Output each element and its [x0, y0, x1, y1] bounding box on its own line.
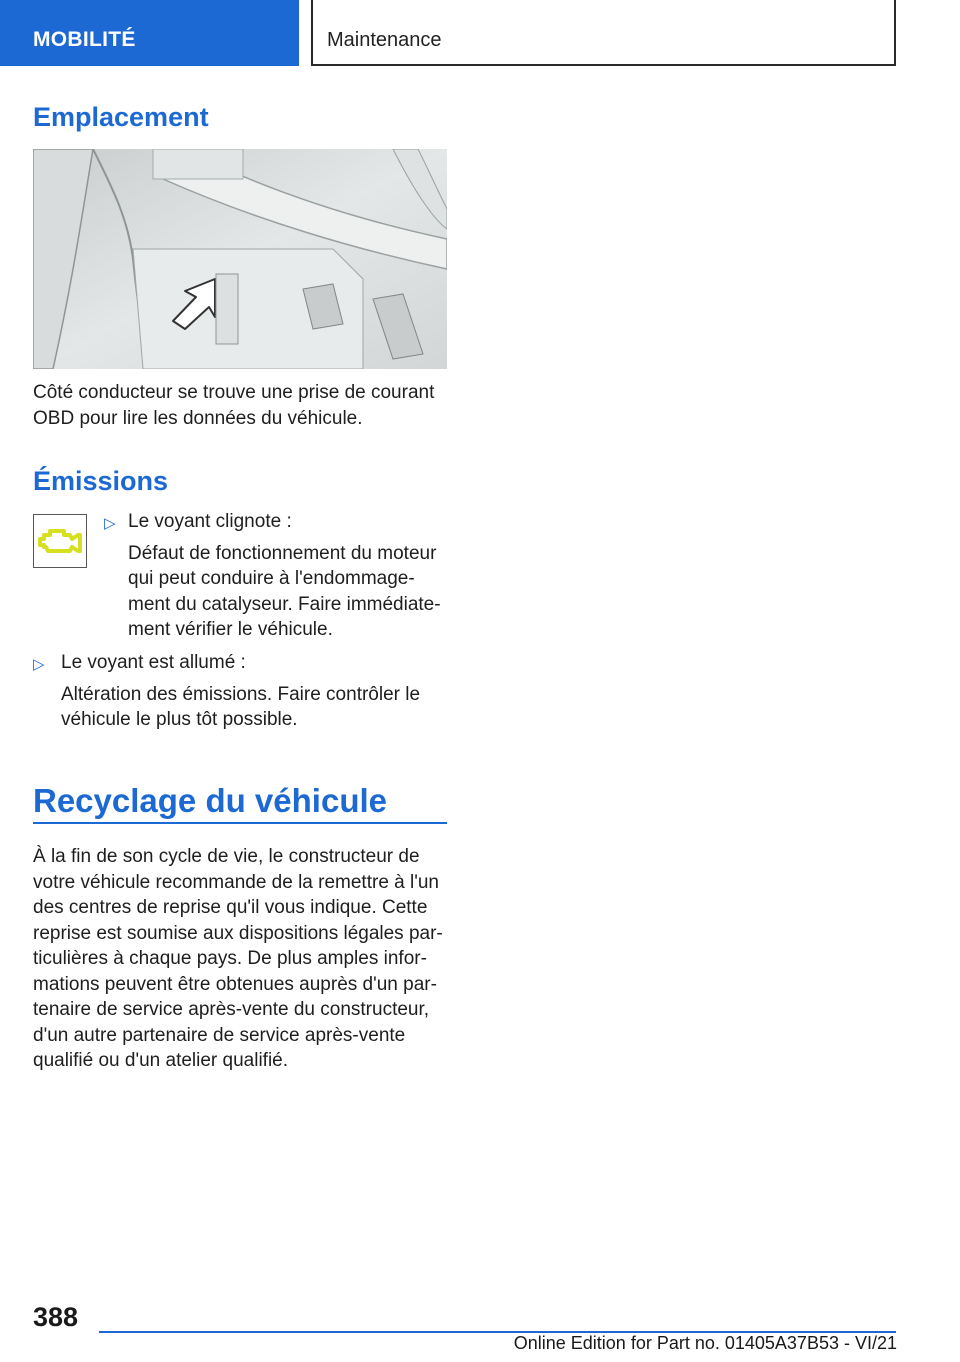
emissions-item-1-title: Le voyant clignote : [128, 511, 292, 532]
heading-recycling: Recyclage du véhicule [33, 782, 387, 819]
heading-rule [33, 822, 447, 824]
emissions-item-1 [128, 509, 441, 643]
bullet-icon: ▷ [33, 656, 45, 673]
heading-emissions: Émissions [33, 466, 169, 496]
location-caption: Côté conducteur se trouve une prise de courant OBD pour lire les données du véhicule. [33, 382, 435, 429]
obd-location-image [33, 149, 447, 369]
bullet-icon: ▷ [104, 515, 116, 532]
engine-check-warning-icon [33, 514, 87, 568]
chapter-tab: Maintenance [311, 0, 896, 66]
edition-note: Online Edition for Part no. 01405A37B53 - VI/21 [513, 1333, 897, 1353]
emissions-item-2-text: Altération des émissions. Faire contrôler le véhicule le plus tôt possible. [61, 683, 421, 730]
heading-location: Emplacement [33, 102, 209, 132]
recycling-paragraph: À la fin de son cycle de vie, le constructeur de votre véhicule recommande de la remettre à l'un des centres de reprise qu'il vous indique. Cette reprise est soumise aux dispositions légales par- ticulières à chaque pays. De plus amples infor- mations peuvent être obtenues auprès d'un par- tenaire de service après-vente du constructeur, d'un autre partenaire de service après-vente qualifié ou d'un atelier qualifié. [33, 846, 443, 1071]
section-tab: MOBILITÉ [0, 0, 299, 66]
emissions-item-2 [61, 650, 420, 733]
emissions-item-2-title: Le voyant est allumé : [61, 652, 246, 673]
emissions-item-1-text: Défaut de fonctionnement du moteur qui peut conduire à l'endommage- ment du catalyseur. Faire immédiate- ment vérifier le véhicule. [128, 542, 441, 640]
page-number: 388 [33, 1302, 79, 1332]
